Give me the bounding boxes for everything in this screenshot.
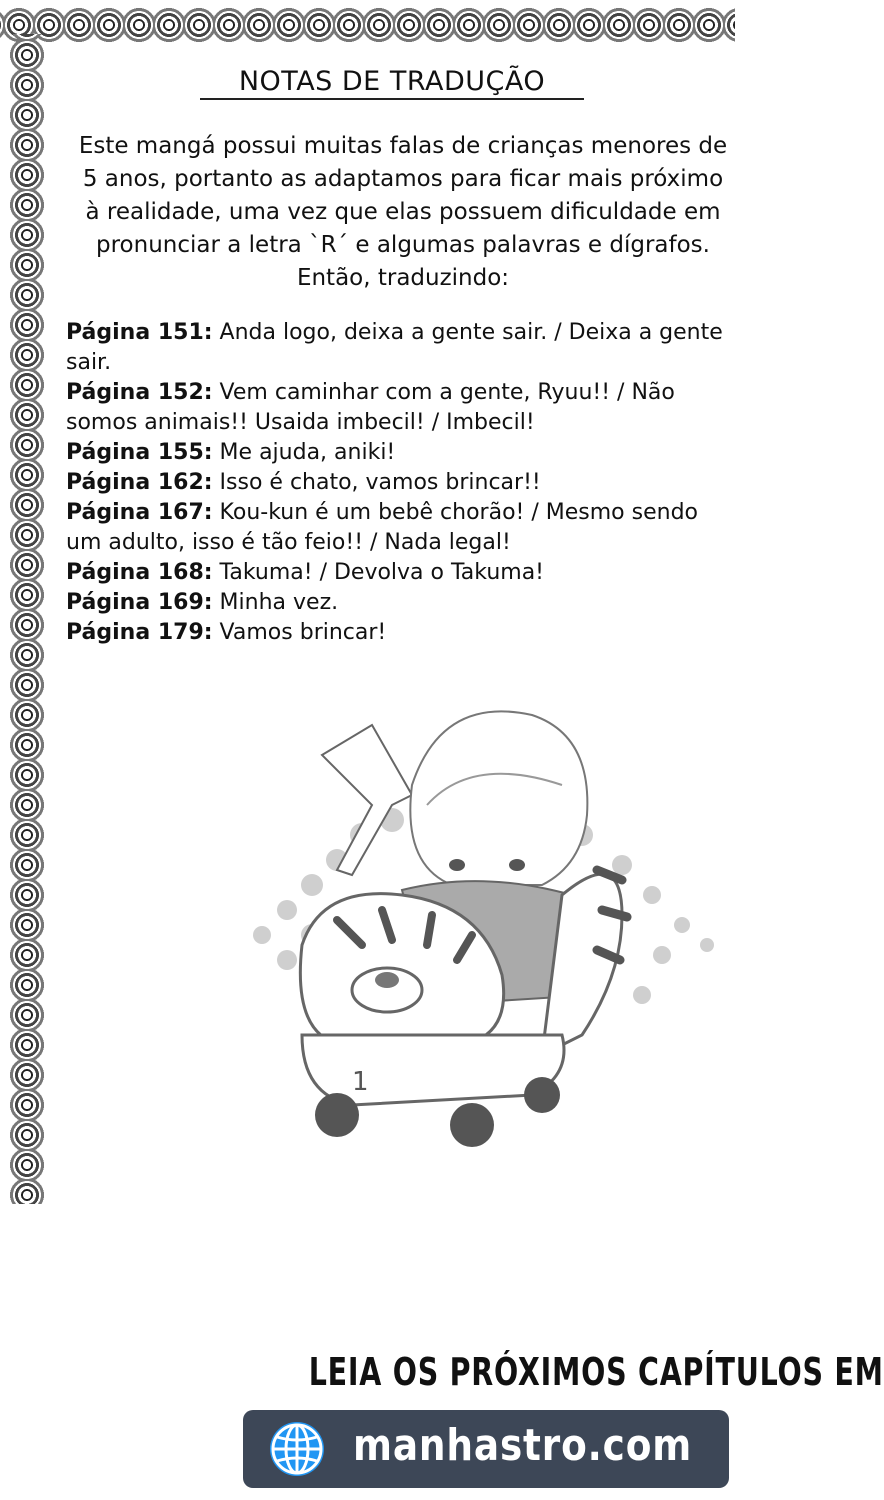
floral-border-left <box>0 34 60 1204</box>
page-note <box>66 438 726 468</box>
page-note-text: Minha vez. <box>212 590 339 615</box>
page-note <box>66 468 726 498</box>
page-note-text: Isso é chato, vamos brincar!! <box>212 470 541 495</box>
page-note-text: Takuma! / Devolva o Takuma! <box>212 560 545 585</box>
page-note <box>66 318 726 378</box>
page-note <box>66 558 726 588</box>
page-note <box>66 378 726 438</box>
page-notes-list <box>66 318 726 648</box>
page-note-label: Página 179: <box>66 620 213 645</box>
page-note <box>66 618 726 648</box>
page-note-text: Me ajuda, aniki! <box>212 440 396 465</box>
notes-title: NOTAS DE TRADUÇÃO <box>200 66 584 100</box>
read-more-heading: LEIA OS PRÓXIMOS CAPÍTULOS EM <box>308 1350 884 1394</box>
globe-icon <box>267 1419 327 1479</box>
page-note-text: Vem caminhar com a gente, Ryuu!! / Não somos animais!! Usaida imbecil! / Imbecil! <box>66 380 675 435</box>
notes-intro: Este mangá possui muitas falas de crianças menores de 5 anos, portanto as adaptamos para ficar mais próximo à realidade, uma vez que elas possuem dificuldade em pronunciar a letra `R´ e algumas palavras e dígrafos. Então, traduzindo: <box>78 133 728 291</box>
site-link-banner[interactable] <box>243 1410 729 1488</box>
site-url[interactable]: manhastro.com <box>353 1420 693 1471</box>
page-note-label: Página 155: <box>66 440 213 465</box>
page-note-label: Página 168: <box>66 560 213 585</box>
page-note-label: Página 162: <box>66 470 213 495</box>
page-note-text: Kou-kun é um bebê chorão! / Mesmo sendo um adulto, isso é tão feio!! / Nada legal! <box>66 500 698 555</box>
page-note-label: Página 167: <box>66 500 213 525</box>
page-note-text: Vamos brincar! <box>212 620 387 645</box>
child-on-tiger-car-illustration <box>242 695 722 1175</box>
page-note <box>66 588 726 618</box>
page-note-text: Anda logo, deixa a gente sair. / Deixa a gente sair. <box>66 320 723 375</box>
page-note-label: Página 169: <box>66 590 213 615</box>
page-note-label: Página 151: <box>66 320 213 345</box>
page-note <box>66 498 726 558</box>
page-note-label: Página 152: <box>66 380 213 405</box>
car-number: 1 <box>352 1067 369 1097</box>
floral-border-top <box>0 0 735 54</box>
